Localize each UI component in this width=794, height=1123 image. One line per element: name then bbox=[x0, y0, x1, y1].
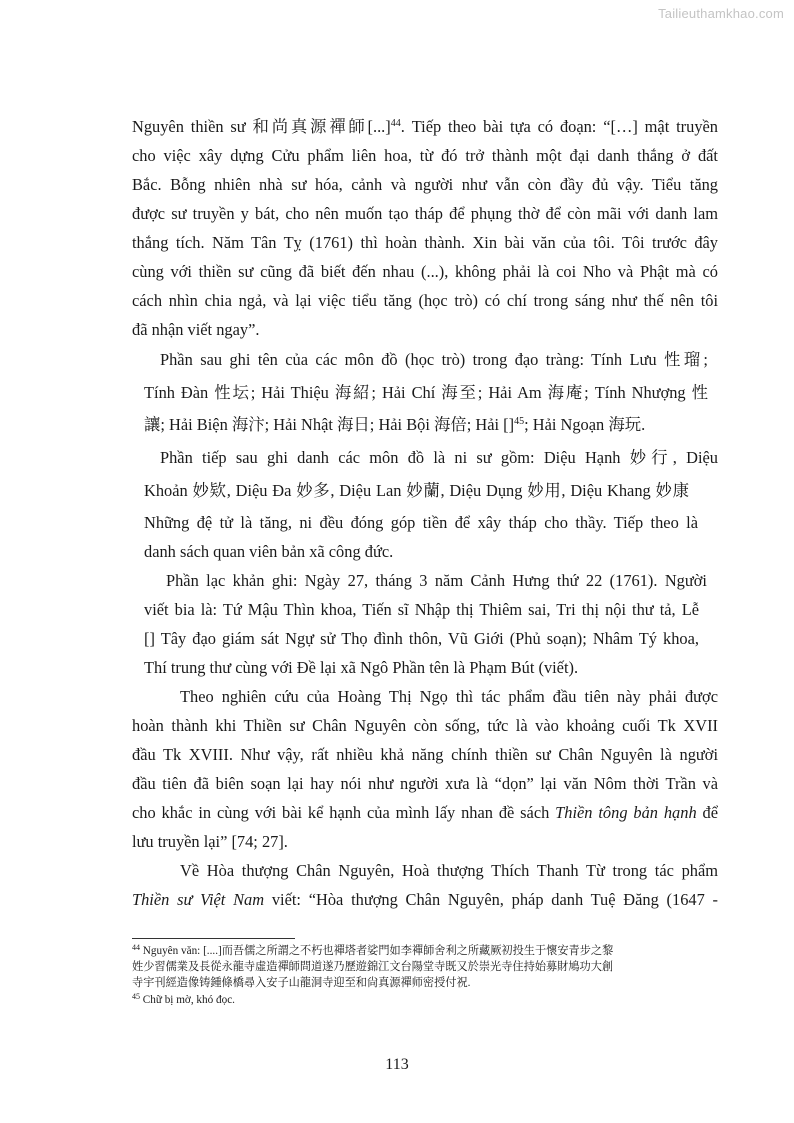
footnote-44-line-3: 寺宇刊經造像铸鍾條橋尋入安子山龍洞寺迎至和尙真源禪师密授付祝. bbox=[132, 977, 471, 989]
p3-line-2: Khoản 妙欵, Diệu Đa 妙多, Diệu Lan 妙蘭, Diệu Dụng 妙用, Diệu Khang 妙康 bbox=[144, 481, 689, 500]
p3-line-3: Những đệ tử là tăng, ni đều đóng góp tiền để xây tháp cho thầy. Tiếp theo là bbox=[144, 513, 698, 532]
p4-line-3: [] Tây đạo giám sát Ngự sử Thọ đình thôn, Vũ Giới (Phủ soạn); Nhâm Tý khoa, bbox=[144, 629, 699, 648]
p5-line-6: lưu truyền lại” [74; 27]. bbox=[132, 832, 288, 851]
p5-line-4: đầu tiên đã biên soạn lại hay nói như người xưa là “dọn” lại văn Nôm thời Trần và bbox=[132, 774, 718, 793]
footnote-44-line-2: 姓少習儒業及長從永龍寺虛造禪師問道遂乃歷遊錦江文台陽堂寺既又於崇光寺住持始募財鳩功大創 bbox=[132, 961, 614, 973]
p5-line-3: đầu Tk XVIII. Như vậy, rất nhiều khả năng chính thiền sư Chân Nguyên là người bbox=[132, 745, 718, 764]
p2-line-1: Phần sau ghi tên của các môn đồ (học trò) trong đạo tràng: Tính Lưu 性瑠; bbox=[160, 350, 708, 369]
page-number: 113 bbox=[385, 1056, 409, 1073]
p1-line-7: cách nhìn chia ngả, và lại việc tiểu tăng (học trò) có chí trong sáng như thế nên tôi bbox=[132, 291, 718, 310]
footnote-45: $^{45}$ Chữ bị mờ, khó đọc. bbox=[132, 992, 235, 1006]
p4-line-4: Thí trung thư cùng với Đề lại xã Ngô Phần tên là Phạm Bút (viết). bbox=[144, 658, 579, 677]
p5-line-1: Theo nghiên cứu của Hoàng Thị Ngọ thì tác phẩm đầu tiên này phải được bbox=[180, 687, 718, 706]
p1-line-6: cùng với thiền sư cũng đã biết đến nhau (...), không phải là coi Nho và Phật mà có bbox=[132, 262, 718, 281]
footnote-ref-45[interactable]: 45 bbox=[514, 416, 525, 427]
footnote-separator bbox=[132, 938, 295, 939]
p3-line-1: Phần tiếp sau ghi danh các môn đồ là ni sư gồm: Diệu Hạnh 妙行, Diệu bbox=[160, 448, 718, 467]
p2-line-2: Tính Đàn 性坛; Hải Thiệu 海紹; Hải Chí 海至; Hải Am 海庵; Tính Nhượng 性 bbox=[144, 383, 708, 402]
p2-line-3: 讓; Hải Biện 海汴; Hải Nhật 海日; Hải Bội 海倍; Hải []$^{45}$; Hải Ngoạn 海玩. bbox=[144, 415, 646, 434]
footnote-44: $^{44}$ Nguyên văn: [....]而吾儒之所謂之不朽也禪塔者娑門如李禪師舍利之所藏厥初投生于懷安青步之黎 bbox=[132, 943, 614, 957]
footnote-ref-44[interactable]: 44 bbox=[390, 118, 401, 129]
p1-line-3: Bắc. Bỗng nhiên nhà sư hóa, cảnh và người như vẫn còn đầy đủ vậy. Tiểu tăng bbox=[132, 175, 718, 194]
p4-line-2: viết bia là: Tứ Mậu Thìn khoa, Tiến sĩ Nhập thị Thiêm sai, Tri thị nội thư tả, Lễ bbox=[144, 600, 699, 619]
watermark: Tailieuthamkhao.com bbox=[658, 6, 784, 21]
p5-line-5: cho khắc in cùng với bài kể hạnh của mình lấy nhan đề sách Thiền tông bản hạnh để bbox=[132, 803, 718, 822]
p3-line-4: danh sách quan viên bản xã công đức. bbox=[144, 542, 394, 561]
p6-line-1: Về Hòa thượng Chân Nguyên, Hoà thượng Thích Thanh Từ trong tác phẩm bbox=[180, 861, 718, 880]
p6-line-2: Thiền sư Việt Nam viết: “Hòa thượng Chân Nguyên, pháp danh Tuệ Đăng (1647 - bbox=[132, 890, 718, 909]
p1-line-2: cho việc xây dựng Cửu phẩm liên hoa, từ đó trở thành một đại danh thắng ở đất bbox=[132, 146, 718, 165]
p1-line-5: thắng tích. Năm Tân Tỵ (1761) thì hoàn thành. Xin bài văn của tôi. Tôi trước đây bbox=[132, 233, 718, 252]
p5-line-2: hoàn thành khi Thiền sư Chân Nguyên còn sống, tức là vào khoảng cuối Tk XVII bbox=[132, 716, 718, 735]
p1-line-8: đã nhận viết ngay”. bbox=[132, 320, 260, 339]
book-title-thien-tong-ban-hanh: Thiền tông bản hạnh bbox=[555, 803, 697, 822]
book-title-thien-su-viet-nam: Thiền sư Việt Nam bbox=[132, 890, 265, 909]
p1-line-4: được sư truyền y bát, cho nên muốn tạo tháp để phụng thờ để còn mãi với danh lam bbox=[132, 204, 718, 223]
p1-line-1: Nguyên thiền sư 和尚真源禪師[...]$^{44}$. Tiếp theo bài tựa có đoạn: “[…] mật truyền bbox=[132, 117, 718, 136]
p4-line-1: Phần lạc khản ghi: Ngày 27, tháng 3 năm Cảnh Hưng thứ 22 (1761). Người bbox=[166, 571, 707, 590]
